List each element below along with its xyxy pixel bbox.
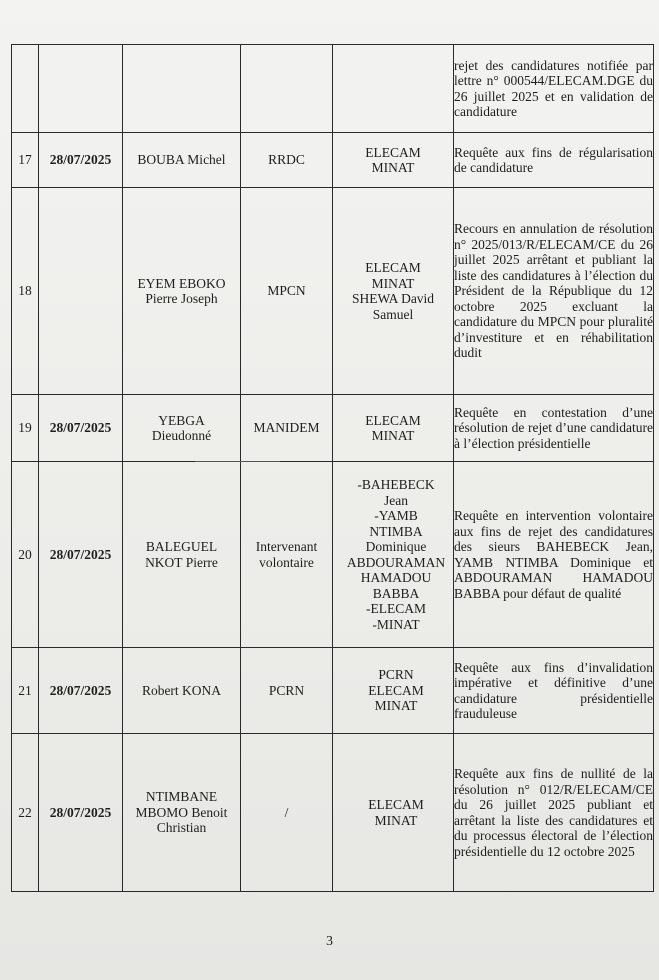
request-object-text: Requête aux fins de régularisation de candidature	[454, 144, 653, 175]
defendant-line: -BAHEBECK	[357, 477, 435, 492]
request-object	[454, 395, 654, 462]
defendant-line: ELECAM	[368, 797, 424, 812]
request-object	[454, 734, 654, 892]
request-object-text: Recours en annulation de résolution n° 2025/013/R/ELECAM/CE du 26 juillet 2025 arrêtant et publiant la liste des candidatures à l’élection du Président de la République du 12 octobre 2025 excluant la candidature du MPCN pour pluralité d’investiture et en réhabilitation dudit	[454, 221, 653, 361]
defendant-line: MINAT	[371, 160, 415, 175]
filing-date	[39, 45, 123, 133]
party	[241, 462, 333, 648]
defendant-line: -ELECAM	[366, 601, 426, 616]
defendant-line: -YAMB	[374, 508, 418, 523]
request-object-text: Requête en contestation d’une résolution de rejet d’une candidature à l’élection présidentielle	[454, 404, 653, 451]
case-number: 18	[12, 188, 39, 395]
defendant	[333, 462, 454, 648]
filing-date: 28/07/2025	[39, 734, 123, 892]
party	[241, 648, 333, 734]
applicant-name	[123, 734, 241, 892]
applicant-line: Pierre Joseph	[145, 291, 218, 306]
party-line: volontaire	[259, 554, 314, 570]
defendant-line: ELECAM	[365, 412, 421, 428]
case-number: 21	[12, 648, 39, 734]
case-number: 20	[12, 462, 39, 648]
party-line: RRDC	[268, 152, 305, 168]
defendant-line: Samuel	[372, 306, 414, 322]
defendant	[333, 734, 454, 892]
case-number: 17	[12, 133, 39, 188]
applicant-line: NKOT Pierre	[145, 554, 218, 570]
litigation-table	[11, 44, 654, 892]
defendant	[333, 133, 454, 188]
defendant-line: HAMADOU	[360, 570, 432, 585]
case-number: 19	[12, 395, 39, 462]
defendant-line: -MINAT	[372, 616, 420, 632]
party-line: PCRN	[268, 682, 305, 698]
party	[241, 45, 333, 133]
applicant-name	[123, 188, 241, 395]
applicant-line: NTIMBANE	[145, 789, 218, 805]
defendant-line: ELECAM	[365, 260, 421, 275]
filing-date: 28/07/2025	[39, 648, 123, 734]
request-object	[454, 133, 654, 188]
table-row	[12, 395, 654, 462]
party	[241, 188, 333, 395]
request-object-text: rejet des candidatures notifiée par lettre n° 000544/ELECAM.DGE du 26 juillet 2025 et en validation de candidature	[454, 57, 653, 119]
request-object	[454, 648, 654, 734]
request-object	[454, 188, 654, 395]
defendant-line: MINAT	[374, 698, 418, 714]
applicant-line: BALEGUEL	[145, 539, 218, 554]
request-object	[454, 45, 654, 133]
filing-date: 28/07/2025	[39, 133, 123, 188]
applicant-line: MBOMO Benoit	[135, 804, 228, 820]
defendant	[333, 45, 454, 133]
applicant-name	[123, 395, 241, 462]
applicant-line: EYEM EBOKO	[137, 275, 226, 291]
defendant-line: PCRN	[378, 667, 414, 683]
party-line: /	[284, 804, 289, 820]
defendant-line: BABBA	[372, 585, 420, 601]
applicant-name	[123, 133, 241, 188]
party	[241, 734, 333, 892]
table-row	[12, 45, 654, 133]
filing-date: 28/07/2025	[39, 462, 123, 648]
party-line: MPCN	[267, 283, 306, 299]
defendant-line: ELECAM	[368, 682, 424, 698]
filing-date	[39, 188, 123, 395]
defendant-line: Jean	[384, 492, 408, 508]
filing-date: 28/07/2025	[39, 395, 123, 462]
request-object-text: Requête aux fins de nullité de la résolution n° 012/R/ELECAM/CE du 26 juillet 2025 publiant et arrêtant la liste des candidatures et du processus électoral de l’élection présidentielle du 12 octobre 2025	[454, 766, 653, 859]
table-row	[12, 133, 654, 188]
applicant-line: BOUBA Michel	[137, 152, 226, 168]
party-line: MANIDEM	[253, 420, 320, 436]
case-number	[12, 45, 39, 133]
defendant	[333, 648, 454, 734]
case-number: 22	[12, 734, 39, 892]
party	[241, 395, 333, 462]
party	[241, 133, 333, 188]
request-object-text: Requête aux fins d’invalidation impérative et définitive d’une candidature présidentielle frauduleuse	[454, 659, 653, 721]
defendant-line: Dominique	[365, 539, 427, 554]
defendant-line: ABDOURAMAN	[346, 554, 446, 570]
applicant-line: Christian	[156, 820, 207, 836]
applicant-name	[123, 462, 241, 648]
defendant-line: MINAT	[371, 275, 415, 291]
defendant-line: SHEWA David	[351, 291, 435, 306]
applicant-name	[123, 45, 241, 133]
page-number: 3	[326, 934, 333, 949]
defendant-line: NTIMBA	[369, 523, 423, 539]
applicant-line: YEBGA	[158, 412, 205, 428]
table-row	[12, 188, 654, 395]
defendant	[333, 188, 454, 395]
party-line: Intervenant	[255, 539, 318, 554]
applicant-line: Robert KONA	[141, 682, 222, 698]
scratch-mark	[195, 461, 280, 462]
defendant-line: MINAT	[371, 428, 415, 443]
request-object-text: Requête en intervention volontaire aux fins de rejet des candidatures des sieurs BAHEBECK Jean, YAMB NTIMBA Dominique et ABDOURAMAN HAMADOU BABBA pour défaut de qualité	[454, 508, 653, 601]
defendant-line: ELECAM	[365, 144, 421, 160]
request-object	[454, 462, 654, 648]
applicant-name	[123, 648, 241, 734]
table-row	[12, 734, 654, 892]
defendant-line: MINAT	[374, 812, 418, 828]
table-row	[12, 648, 654, 734]
table-row	[12, 462, 654, 648]
defendant	[333, 395, 454, 462]
applicant-line: Dieudonné	[151, 428, 212, 443]
